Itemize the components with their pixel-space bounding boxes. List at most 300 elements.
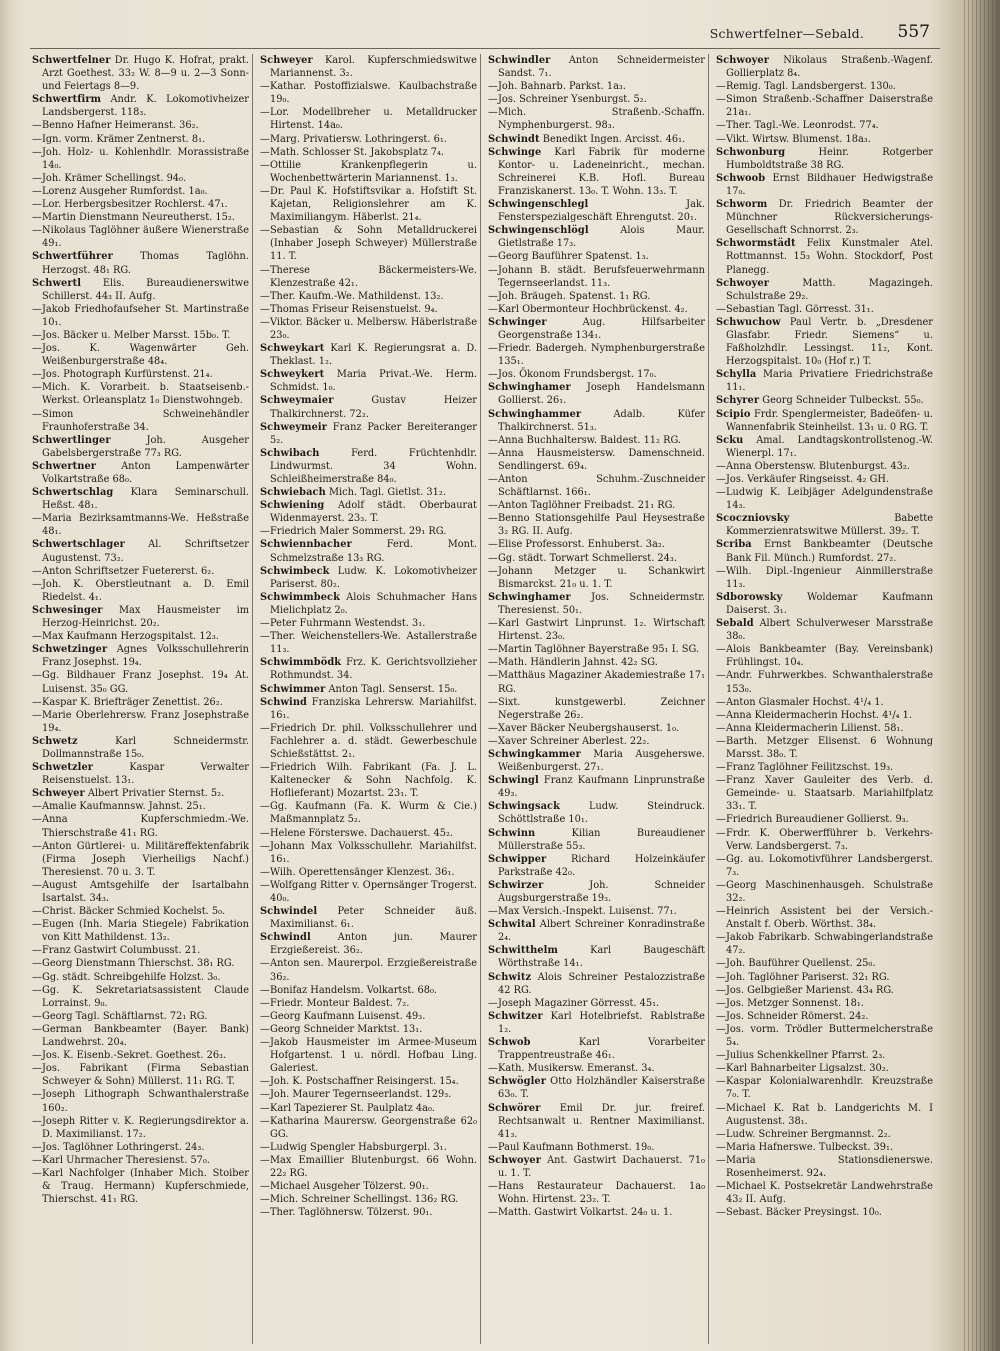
directory-entry xyxy=(32,119,249,132)
directory-entry xyxy=(488,408,705,434)
entry-details: Lor. Herbergsbesitzer Rochlerst. 47₁. xyxy=(42,199,228,211)
directory-entry xyxy=(716,1154,933,1180)
entry-details: Anna Hausmeistersw. Damenschneid. Sendlingerst. 69₄. xyxy=(498,447,705,472)
directory-entry xyxy=(32,1115,249,1141)
continuation-dash: — xyxy=(716,853,726,865)
entry-details: Friedrich Maler Sommerst. 29₁ RG. xyxy=(270,526,447,538)
entry-details: Karl Schneidermstr. Dollmannstraße 15₀. xyxy=(42,735,249,760)
entry-details: Friedrich Dr. phil. Volksschullehrer und Fachlehrer a. d. städt. Gewerbeschule Schießstättst. 2₁. xyxy=(270,722,477,760)
directory-entry xyxy=(260,591,477,617)
directory-entry xyxy=(716,997,933,1010)
directory-entry xyxy=(488,997,705,1010)
entry-details: Maria Stationsdienerswe. Rosenheimerst. 92₄. xyxy=(726,1154,933,1179)
continuation-dash: — xyxy=(32,984,42,996)
entry-surname: Scoczniovsky xyxy=(716,513,790,525)
entry-details: Gg. städt. Schreibgehilfe Holzst. 3₀. xyxy=(42,971,221,983)
directory-entry xyxy=(260,722,477,761)
directory-entry xyxy=(260,1154,477,1180)
entry-surname: Schwirzer xyxy=(488,879,544,891)
directory-entry xyxy=(488,381,705,407)
directory-entry xyxy=(260,957,477,983)
entry-details: Mich. Straßenb.-Schaffn. Nymphenburgerst. 98₃. xyxy=(498,107,705,132)
entry-details: Ludwig K. Leibjäger Adelgundenstraße 14₃. xyxy=(726,487,933,512)
entry-surname: Schwimbeck xyxy=(260,565,330,577)
directory-entry xyxy=(32,512,249,538)
entry-details: Al. Schriftsetzer Augustenst. 73₂. xyxy=(42,539,249,564)
directory-entry xyxy=(716,931,933,957)
entry-details: Kilian Bureaudiener Müllerstraße 55₃. xyxy=(498,827,705,852)
entry-details: Jos. Bäcker u. Melber Marsst. 15b₀. T. xyxy=(42,329,231,341)
entry-surname: Schwertfelner xyxy=(32,55,111,66)
entry-details: Gg. K. Sekretariatsassistent Claude Lorrainst. 9₀. xyxy=(42,984,249,1009)
continuation-dash: — xyxy=(716,1141,726,1153)
entry-details: Martin Taglöhner Bayerstraße 95₁ I. SG. xyxy=(498,644,700,656)
continuation-dash: — xyxy=(260,1141,270,1153)
entry-details: Agnes Volksschullehrerin Franz Josephst. 19₄. xyxy=(42,644,249,669)
continuation-dash: — xyxy=(32,133,42,145)
continuation-dash: — xyxy=(716,487,726,499)
directory-entry xyxy=(488,342,705,368)
directory-entry xyxy=(488,696,705,722)
continuation-dash: — xyxy=(32,172,42,184)
entry-details: Anton Schriftsetzer Fuetererst. 6₂. xyxy=(42,565,215,577)
directory-entry xyxy=(488,656,705,669)
directory-entry xyxy=(32,277,249,303)
continuation-dash: — xyxy=(488,264,498,276)
continuation-dash: — xyxy=(488,539,498,551)
entry-details: Karl Bahnarbeiter Ligsalzst. 30₂. xyxy=(726,1063,889,1075)
entry-details: Jakob Hausmeister im Armee-Museum Hofgartenst. 1 u. nördl. Hofbau Ling. Galeriest. xyxy=(270,1037,477,1075)
continuation-dash: — xyxy=(260,879,270,891)
directory-entry xyxy=(260,1088,477,1101)
entry-details: Jos. vorm. Trödler Buttermelcherstraße 5₄. xyxy=(726,1023,933,1049)
directory-entry xyxy=(260,538,477,564)
entry-details: Adalb. Küfer Thalkirchnerst. 51₃. xyxy=(498,408,705,433)
entry-surname: Scipio xyxy=(716,408,751,420)
directory-entry xyxy=(32,303,249,329)
continuation-dash: — xyxy=(32,1089,42,1101)
directory-entry xyxy=(488,133,705,146)
directory-entry xyxy=(32,1062,249,1088)
entry-surname: Schwitz xyxy=(488,971,532,983)
entry-surname: Schwertführer xyxy=(32,251,113,263)
entry-details: Mich. Tagl. Gietlst. 31₂. xyxy=(328,487,446,499)
directory-entry xyxy=(716,1075,933,1101)
directory-entry xyxy=(716,316,933,368)
entry-details: Karl K. Regierungsrat a. D. Theklast. 1₂. xyxy=(270,343,477,368)
directory-entry xyxy=(488,774,705,800)
directory-entry xyxy=(260,368,477,394)
entry-details: Peter Fuhrmann Westendst. 3₁. xyxy=(270,618,426,630)
entry-details: Jos. K. Wagenwärter Geh. Weißenburgerstraße 48₄. xyxy=(42,343,249,368)
entry-surname: Scku xyxy=(716,434,744,446)
entry-details: Frdr. K. Oberwerfführer b. Verkehrs-Verw. Landsbergerst. 7₃. xyxy=(726,827,933,852)
column-1 xyxy=(32,54,249,1340)
directory-entry xyxy=(488,565,705,591)
entry-details: Andr. Fuhrwerkbes. Schwanthalerstraße 153₀. xyxy=(726,670,933,695)
directory-entry xyxy=(716,813,933,826)
directory-entry xyxy=(32,984,249,1010)
directory-entry xyxy=(32,1167,249,1206)
directory-entry xyxy=(488,748,705,774)
entry-surname: Schwinghamer xyxy=(488,591,571,603)
directory-entry xyxy=(716,198,933,237)
continuation-dash: — xyxy=(260,107,270,119)
entry-details: Karl Fabrik für moderne Kontor- u. Ladeneinricht., mechan. Schreinerei K.B. Hofl. Bureau Franziskanerst. 13₀. T. Wohn. 13₃. T. xyxy=(498,146,705,197)
directory-entry xyxy=(716,1102,933,1128)
continuation-dash: — xyxy=(260,185,270,197)
column-divider xyxy=(252,54,253,1344)
entry-details: Franziska Lehrersw. Mariahilfst. 16₁. xyxy=(270,696,477,721)
directory-entry xyxy=(716,133,933,146)
directory-entry xyxy=(260,1010,477,1023)
entry-details: Jos. K. Eisenb.-Sekret. Goethest. 26₃. xyxy=(42,1050,227,1062)
directory-entry xyxy=(32,643,249,669)
entry-details: Kath. Musikersw. Emeranst. 3₄. xyxy=(498,1063,655,1075)
entry-surname: Schwitthelm xyxy=(488,945,558,957)
entry-details: Anton Glasmaler Hochst. 4¹/₄ 1. xyxy=(726,696,884,708)
entry-surname: Schwingsack xyxy=(488,801,561,813)
directory-entry xyxy=(260,80,477,106)
entry-details: Joh. K. Oberstleutnant a. D. Emil Riedelst. 4₁. xyxy=(42,578,249,603)
entry-details: Franz Gastwirt Columbusst. 21. xyxy=(42,945,201,957)
directory-entry xyxy=(488,735,705,748)
directory-entry xyxy=(716,696,933,709)
continuation-dash: — xyxy=(32,696,42,708)
continuation-dash: — xyxy=(716,1102,726,1114)
directory-entry xyxy=(488,552,705,565)
directory-entry xyxy=(260,224,477,263)
directory-entry xyxy=(716,565,933,591)
directory-entry xyxy=(716,277,933,303)
directory-entry xyxy=(260,866,477,879)
entry-details: Remig. Tagl. Landsbergerst. 130₀. xyxy=(726,81,896,93)
entry-details: Benedikt Ingen. Arcisst. 46₁. xyxy=(542,133,686,145)
continuation-dash: — xyxy=(32,631,42,643)
directory-entry xyxy=(32,538,249,564)
entry-details: Joh. Bauführer Quellenst. 25₀. xyxy=(726,958,876,970)
entry-surname: Schweyer xyxy=(260,55,313,66)
entry-details: Matth. Gastwirt Volkartst. 24₀ u. 1. xyxy=(498,1207,673,1219)
continuation-dash: — xyxy=(32,1050,42,1062)
entry-details: Joh. K. Postschaffner Reisingerst. 15₄. xyxy=(270,1076,459,1088)
continuation-dash: — xyxy=(716,722,726,734)
entry-surname: Schwögler xyxy=(488,1076,546,1088)
directory-entry xyxy=(32,669,249,695)
entry-surname: Schwörer xyxy=(488,1102,541,1114)
entry-details: Anna Kupferschmiedm.-We. Thierschstraße 41₁ RG. xyxy=(42,814,249,839)
entry-details: Matth. Magazingeh. Schulstraße 29₂. xyxy=(726,277,933,302)
continuation-dash: — xyxy=(260,225,270,237)
continuation-dash: — xyxy=(716,565,726,577)
entry-details: Felix Kunstmaler Atel. Rottmannst. 15₃ Wohn. Stockdorf, Post Planegg. xyxy=(726,238,933,276)
entry-details: Peter Schneider äuß. Maximilianst. 6₁. xyxy=(270,906,477,931)
continuation-dash: — xyxy=(488,303,498,315)
continuation-dash: — xyxy=(32,1141,42,1153)
continuation-dash: — xyxy=(488,906,498,918)
entry-details: Amal. Landtagskontrollstenog.-W. Wienerpl. 17₁. xyxy=(726,434,933,459)
entry-details: Georg Dienstmann Thierschst. 38₁ RG. xyxy=(42,958,235,970)
entry-details: Maria Ausgeherswe. Weißenburgerst. 27₁. xyxy=(498,748,705,774)
entry-surname: Schwinger xyxy=(488,316,547,328)
directory-entry xyxy=(716,1049,933,1062)
directory-entry xyxy=(488,853,705,879)
directory-entry xyxy=(716,1206,933,1219)
entry-details: Friedr. Badergeh. Nymphenburgerstraße 135₁. xyxy=(498,343,705,368)
directory-entry xyxy=(488,198,705,224)
continuation-dash: — xyxy=(260,1207,270,1219)
directory-entry xyxy=(32,1141,249,1154)
directory-entry xyxy=(32,1023,249,1049)
continuation-dash: — xyxy=(488,657,498,669)
entry-details: Simon Schweinehändler Fraunhoferstraße 34. xyxy=(42,408,249,433)
continuation-dash: — xyxy=(260,1102,270,1114)
continuation-dash: — xyxy=(32,185,42,197)
entry-details: Matthäus Magaziner Akademiestraße 17₁ RG. xyxy=(498,670,705,695)
directory-entry xyxy=(488,512,705,538)
directory-entry xyxy=(32,368,249,381)
continuation-dash: — xyxy=(716,997,726,1009)
continuation-dash: — xyxy=(488,369,498,381)
continuation-dash: — xyxy=(260,618,270,630)
directory-entry xyxy=(32,172,249,185)
directory-entry xyxy=(260,525,477,538)
directory-entry xyxy=(716,709,933,722)
entry-surname: Schwingl xyxy=(488,775,539,787)
continuation-dash: — xyxy=(32,578,42,590)
continuation-dash: — xyxy=(32,971,42,983)
entry-surname: Schweykert xyxy=(260,369,325,381)
entry-details: Anna Buchhaltersw. Baldest. 11₂ RG. xyxy=(498,434,682,446)
directory-entry xyxy=(488,54,705,80)
entry-surname: Schwinn xyxy=(488,827,536,839)
entry-surname: Sdborowsky xyxy=(716,591,783,603)
directory-entry xyxy=(716,591,933,617)
entry-surname: Schwiening xyxy=(260,500,325,512)
entry-surname: Schwetzler xyxy=(32,762,94,774)
continuation-dash: — xyxy=(488,670,498,682)
directory-entry xyxy=(488,643,705,656)
directory-entry xyxy=(32,133,249,146)
entry-details: Benno Hafner Heimeranst. 36₂. xyxy=(42,120,199,132)
entry-details: Karl Tapezierer St. Paulplatz 4a₀. xyxy=(270,1102,436,1114)
directory-entry xyxy=(716,512,933,538)
directory-entry xyxy=(716,722,933,735)
continuation-dash: — xyxy=(32,225,42,237)
entry-details: Kathar. Postoffizialswe. Kaulbachstraße 19₀. xyxy=(270,81,477,106)
running-title: Schwertfelner—Sebald. xyxy=(709,26,864,41)
entry-details: Anna Kleidermacherin Hochst. 4¹/₄ 1. xyxy=(726,709,913,721)
directory-entry xyxy=(716,761,933,774)
directory-entry xyxy=(32,250,249,276)
continuation-dash: — xyxy=(260,1181,270,1193)
continuation-dash: — xyxy=(716,709,726,721)
continuation-dash: — xyxy=(488,1141,498,1153)
continuation-dash: — xyxy=(260,81,270,93)
entry-surname: Schwindler xyxy=(488,55,551,66)
entry-details: Ottilie Krankenpflegerin u. Wochenbettwärterin Mariannenst. 1₃. xyxy=(270,159,477,184)
continuation-dash: — xyxy=(260,264,270,276)
continuation-dash: — xyxy=(488,565,498,577)
continuation-dash: — xyxy=(488,81,498,93)
entry-surname: Schylla xyxy=(716,369,757,381)
continuation-dash: — xyxy=(260,801,270,813)
entry-details: Alois Bankbeamter (Bay. Vereinsbank) Frühlingst. 10₄. xyxy=(726,644,933,669)
entry-details: Anton sen. Maurerpol. Erzgießereistraße 36₂. xyxy=(270,958,477,983)
entry-details: Helene Försterswe. Dachauerst. 45₂. xyxy=(270,827,454,839)
directory-entry xyxy=(716,1023,933,1049)
continuation-dash: — xyxy=(260,1089,270,1101)
entry-details: Georg Bauführer Spatenst. 1₃. xyxy=(498,251,649,263)
entry-details: Joh. Krämer Schellingst. 94₀. xyxy=(42,172,187,184)
entry-details: Amalie Kaufmannsw. Jahnst. 25₁. xyxy=(42,801,206,813)
continuation-dash: — xyxy=(32,1063,42,1075)
entry-details: Hans Restaurateur Dachauerst. 1a₀ Wohn. Hirtenst. 23₂. T. xyxy=(498,1181,705,1206)
entry-details: Bonifaz Handelsm. Volkartst. 68₀. xyxy=(270,984,438,996)
continuation-dash: — xyxy=(488,434,498,446)
entry-surname: Schwingenschlögl xyxy=(488,225,589,237)
continuation-dash: — xyxy=(488,251,498,263)
directory-entry xyxy=(260,146,477,159)
entry-details: Anton Lampenwärter Volkartstraße 68₀. xyxy=(42,460,249,485)
entry-details: Ludw. Schreiner Bergmannst. 2₂. xyxy=(726,1128,891,1140)
entry-details: Ferd. Mont. Schmelzstraße 13₃ RG. xyxy=(270,539,477,564)
entry-details: Dr. Paul K. Hofstiftsvikar a. Hofstift St. Kajetan, Religionslehrer am K. Maximiliangym. Häberlst. 21₄. xyxy=(270,185,477,224)
continuation-dash: — xyxy=(488,1063,498,1075)
column-3 xyxy=(488,54,705,1340)
continuation-dash: — xyxy=(716,303,726,315)
entry-surname: Schyrer xyxy=(716,395,760,407)
directory-entry xyxy=(260,827,477,840)
continuation-dash: — xyxy=(32,958,42,970)
directory-entry xyxy=(716,303,933,316)
continuation-dash: — xyxy=(260,526,270,538)
column-divider xyxy=(480,54,481,1344)
continuation-dash: — xyxy=(716,1128,726,1140)
directory-entry xyxy=(260,1206,477,1219)
directory-entry xyxy=(260,905,477,931)
entry-details: Sixt. kunstgewerbl. Zeichner Negerstraße 26₂. xyxy=(498,696,705,721)
directory-entry xyxy=(488,368,705,381)
entry-surname: Schwoyer xyxy=(716,277,770,289)
entry-details: Ther. Kaufm.-We. Mathildenst. 13₂. xyxy=(270,290,444,302)
directory-entry xyxy=(32,381,249,407)
directory-entry xyxy=(32,761,249,787)
entry-details: Franz Taglöhner Feilitzschst. 19₃. xyxy=(726,762,894,774)
entry-details: Karl Baugeschäft Wörthstraße 14₁. xyxy=(498,945,705,970)
directory-entry xyxy=(32,787,249,800)
continuation-dash: — xyxy=(716,735,726,747)
entry-surname: Schwertner xyxy=(32,460,97,472)
continuation-dash: — xyxy=(32,343,42,355)
entry-details: Karl Obermonteur Hochbrückenst. 4₂. xyxy=(498,303,688,315)
entry-details: Ant. Gastwirt Dachauerst. 71₀ u. 1. T. xyxy=(498,1154,705,1179)
continuation-dash: — xyxy=(32,303,42,315)
continuation-dash: — xyxy=(260,1115,270,1127)
entry-surname: Schwuchow xyxy=(716,316,781,328)
directory-entry xyxy=(488,800,705,826)
directory-entry xyxy=(32,565,249,578)
directory-entry xyxy=(32,329,249,342)
continuation-dash: — xyxy=(260,984,270,996)
entry-details: Joseph Handelsmann Gollierst. 26₁. xyxy=(498,382,705,407)
entry-details: Joh. Bahnarb. Parkst. 1a₃. xyxy=(498,81,626,93)
directory-entry xyxy=(32,879,249,905)
entry-surname: Schwinghamer xyxy=(488,382,571,394)
directory-entry xyxy=(260,1115,477,1141)
entry-details: Jos. Fabrikant (Firma Sebastian Schweyer & Sohn) Müllerst. 11₁ RG. T. xyxy=(42,1063,249,1088)
entry-surname: Schweyer xyxy=(32,788,85,800)
entry-details: Jos. Ökonom Frundsbergst. 17₀. xyxy=(498,369,657,381)
directory-entry xyxy=(488,905,705,918)
entry-surname: Schwipper xyxy=(488,853,547,865)
entry-details: Johann Max Volksschullehr. Mariahilfst. 16₁. xyxy=(270,840,477,865)
entry-details: Gg. städt. Torwart Schmellerst. 24₃. xyxy=(498,552,677,564)
entry-details: Georg Kaufmann Luisenst. 49₃. xyxy=(270,1010,426,1022)
directory-entry xyxy=(32,957,249,970)
entry-details: Ferd. Früchtenhdlr. Lindwurmst. 34 Wohn. Schleißheimerstraße 84₀. xyxy=(270,447,477,485)
entry-details: Jakob Fabrikarb. Schwabingerlandstraße 47₂. xyxy=(726,932,933,957)
continuation-dash: — xyxy=(488,474,498,485)
continuation-dash: — xyxy=(32,146,42,158)
directory-entry xyxy=(260,696,477,722)
entry-details: Anton Schneidermeister Sandst. 7₁. xyxy=(498,55,705,80)
entry-surname: Schwimmbödk xyxy=(260,657,342,669)
continuation-dash: — xyxy=(716,120,726,132)
entry-details: Friedrich Bureaudiener Gollierst. 9₃. xyxy=(726,814,909,826)
entry-details: Frz. K. Gerichtsvollzieher Rothmundst. 34. xyxy=(270,657,477,682)
directory-entry xyxy=(260,656,477,682)
entry-surname: Schwingkammer xyxy=(488,748,581,760)
column-4 xyxy=(716,54,933,1340)
entry-details: Georg Tagl. Schäftlarnst. 72₁ RG. xyxy=(42,1010,208,1022)
directory-entry xyxy=(488,722,705,735)
continuation-dash: — xyxy=(488,107,498,119)
entry-surname: Schwital xyxy=(488,919,536,931)
entry-details: Babette Kommerzienratswitwe Müllerst. 39₂. T. xyxy=(726,513,933,538)
directory-entry xyxy=(260,316,477,342)
entry-details: Jos. Metzger Sonnenst. 18₁. xyxy=(726,997,864,1009)
entry-details: Marg. Privatiersw. Lothringerst. 6₁. xyxy=(270,133,447,145)
directory-entry xyxy=(488,1036,705,1062)
entry-details: Sebastian & Sohn Metalldruckerei (Inhaber Joseph Schweyer) Müllerstraße 11. T. xyxy=(270,225,477,263)
directory-entry xyxy=(716,93,933,119)
entry-details: Kaspar Verwalter Reisenstuelst. 13₁. xyxy=(42,762,249,787)
directory-entry xyxy=(260,879,477,905)
directory-entry xyxy=(488,944,705,970)
entry-details: Maria Hafnerswe. Tulbeckst. 39₁. xyxy=(726,1141,894,1153)
directory-entry xyxy=(32,198,249,211)
entry-surname: Schwormstädt xyxy=(716,238,796,250)
directory-entry xyxy=(32,944,249,957)
directory-entry xyxy=(260,761,477,800)
header-rule xyxy=(30,48,940,49)
entry-surname: Schwiennbacher xyxy=(260,539,352,551)
entry-details: Benno Stationsgehilfe Paul Heysestraße 3₂ RG. II. Aufg. xyxy=(498,513,705,538)
entry-surname: Schweymaier xyxy=(260,395,334,407)
continuation-dash: — xyxy=(260,290,270,302)
directory-entry xyxy=(716,643,933,669)
continuation-dash: — xyxy=(488,696,498,708)
directory-entry xyxy=(32,434,249,460)
continuation-dash: — xyxy=(260,1194,270,1206)
column-divider xyxy=(708,54,709,1344)
directory-entry xyxy=(488,316,705,342)
directory-entry xyxy=(488,264,705,290)
continuation-dash: — xyxy=(488,447,498,459)
directory-entry xyxy=(716,905,933,931)
continuation-dash: — xyxy=(716,1010,726,1022)
